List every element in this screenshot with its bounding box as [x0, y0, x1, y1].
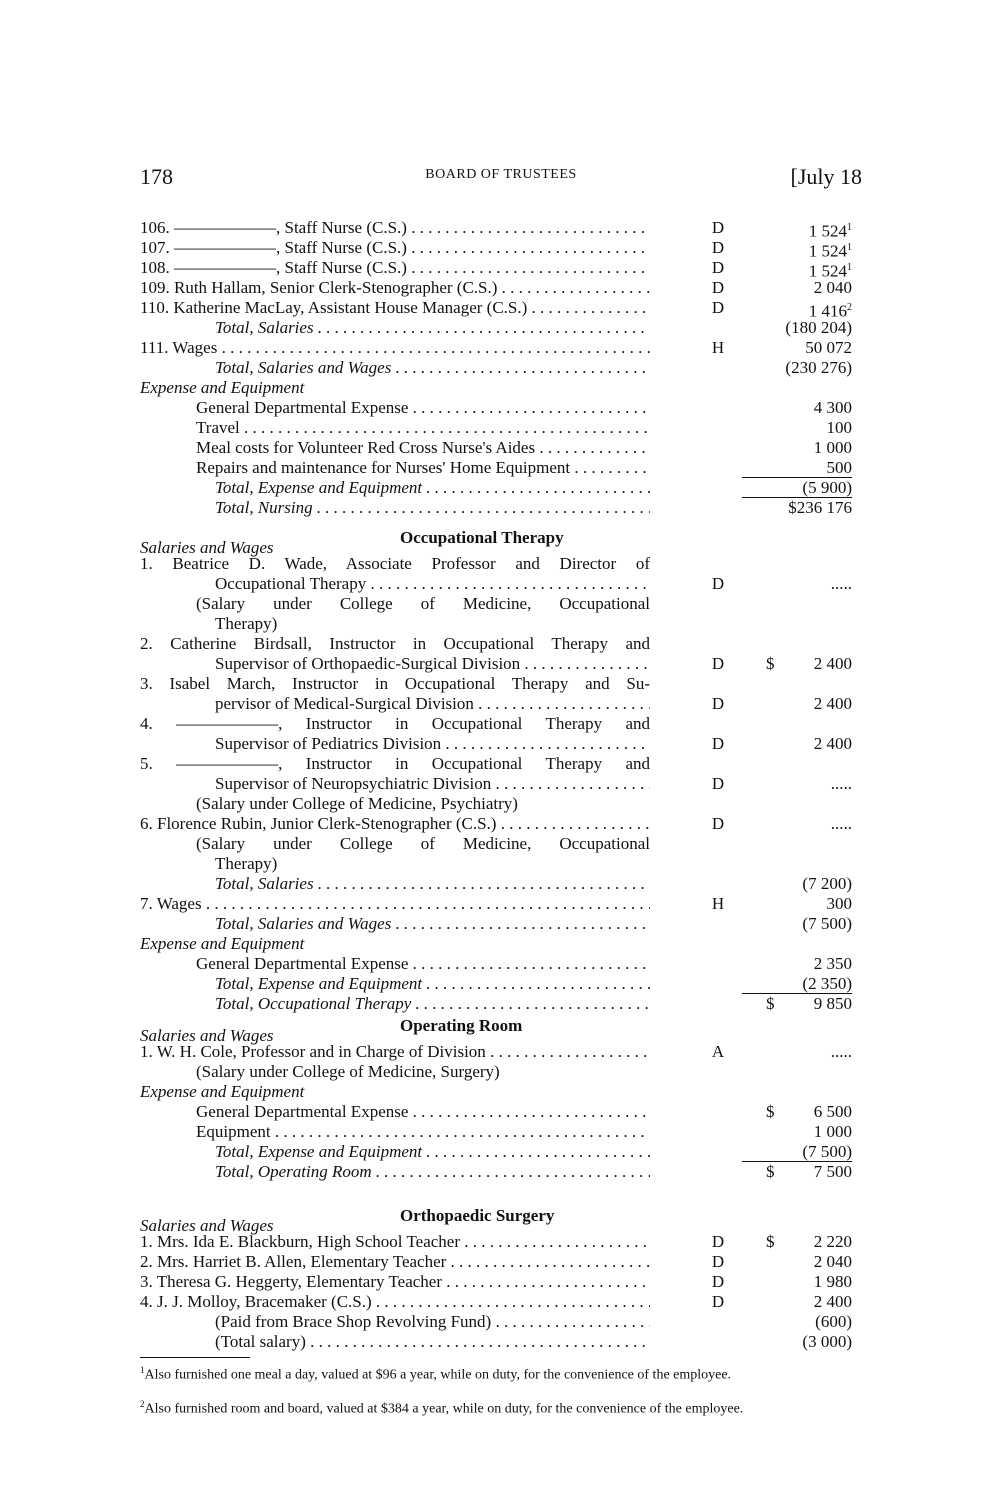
row-label: Total, Expense and Equipment . . . [215, 1142, 650, 1162]
section-heading [140, 1206, 860, 1235]
row-amount: ..... [830, 1042, 852, 1061]
row-label: 6. Florence Rubin, Junior Clerk-Stenographer (C.S.) . . . [140, 814, 650, 834]
row-label: Therapy) [215, 614, 278, 633]
row-label: Total, Salaries . . . [215, 318, 650, 338]
row-class: A [711, 1042, 725, 1061]
total-row [140, 874, 860, 894]
table-row [140, 734, 860, 754]
row-label: pervisor of Medical-Surgical Division . . . [215, 694, 650, 714]
row-amount: 2 220 [813, 1232, 852, 1251]
row-label: Therapy) [215, 854, 278, 873]
row-label: 111. Wages . . . [140, 338, 650, 358]
table-row [140, 1062, 860, 1082]
row-label: 108. ——————, Staff Nurse (C.S.) . . . [140, 258, 650, 278]
section-title: Orthopaedic Surgery [400, 1206, 555, 1225]
footnote-mark: 2 [847, 302, 852, 313]
section-title: Occupational Therapy [400, 528, 564, 547]
row-label: Total, Operating Room . . . [215, 1162, 650, 1182]
section-heading [140, 1016, 860, 1045]
row-amount: 2 400 [813, 654, 852, 673]
row-label: 4. ——————, Instructor in Occupational Therapy and [140, 714, 650, 733]
row-label: 110. Katherine MacLay, Assistant House Manager (C.S.) . . . [140, 298, 650, 318]
row-label: Travel . . . [196, 418, 650, 438]
row-class: D [711, 734, 725, 753]
table-row [140, 398, 860, 418]
row-amount: ..... [830, 574, 852, 593]
row-label: 2. Mrs. Harriet B. Allen, Elementary Teacher . . . [140, 1252, 650, 1272]
table-row [140, 894, 860, 914]
subsection-heading [140, 1082, 860, 1102]
row-label: Occupational Therapy . . . [215, 574, 650, 594]
row-amount: 1 416 [808, 301, 847, 321]
grand-total-row [140, 1162, 860, 1182]
section-title: Operating Room [400, 1016, 523, 1035]
row-amount: 500 [742, 458, 852, 478]
row-class: D [711, 278, 725, 297]
row-class: D [711, 298, 725, 317]
row-label: 4. J. J. Molloy, Bracemaker (C.S.) . . . [140, 1292, 650, 1312]
table-row [140, 438, 860, 458]
row-label: 2. Catherine Birdsall, Instructor in Occupational Therapy and [140, 634, 650, 653]
table-row [140, 458, 860, 478]
salaries-wages-heading: Salaries and Wages [140, 1216, 274, 1235]
row-class: D [711, 218, 725, 237]
table-row [140, 1122, 860, 1142]
table-row [140, 794, 860, 814]
table-row [140, 654, 860, 674]
row-label: Supervisor of Neuropsychiatric Division . . . [215, 774, 650, 794]
row-amount: 50 072 [805, 338, 852, 357]
row-amount: 9 850 [813, 994, 852, 1013]
row-amount: 2 040 [813, 278, 852, 297]
row-amount: 1 524 [808, 221, 847, 241]
table-row [140, 258, 860, 281]
row-amount: 1 524 [808, 261, 847, 281]
row-amount: 1 524 [808, 241, 847, 261]
table-row [140, 1332, 860, 1352]
row-label: Total, Salaries and Wages . . . [215, 358, 650, 378]
row-label: Total, Expense and Equipment . . . [215, 478, 650, 498]
row-amount: 1 980 [813, 1272, 852, 1291]
footnote-mark: 1 [140, 1365, 145, 1375]
footnote-mark: 1 [847, 262, 852, 273]
row-label: General Departmental Expense . . . [196, 398, 650, 418]
grand-total-row [140, 994, 860, 1014]
row-class: D [711, 654, 725, 673]
row-amount: 4 300 [813, 398, 852, 417]
row-amount: $236 176 [788, 498, 852, 517]
row-amount: (3 000) [802, 1332, 852, 1351]
row-amount: (230 276) [785, 358, 852, 377]
row-label: (Paid from Brace Shop Revolving Fund) . . . [215, 1312, 650, 1332]
row-class: D [711, 1252, 725, 1271]
nursing-section [140, 218, 860, 518]
salaries-wages-heading: Salaries and Wages [140, 1026, 274, 1045]
row-label: (Salary under College of Medicine, Surgery) [196, 1062, 500, 1081]
row-label: Total, Nursing . . . [215, 498, 650, 518]
row-amount: (5 900) [742, 478, 852, 498]
row-class: D [711, 774, 725, 793]
row-class: D [711, 694, 725, 713]
table-row [140, 1252, 860, 1272]
operating-room-section [140, 1016, 860, 1182]
footnote-text: Also furnished one meal a day, valued at $96 a year, while on duty, for the convenience of the employee. [144, 1367, 732, 1383]
footnote [140, 1362, 860, 1384]
table-row [140, 238, 860, 261]
section-heading [140, 528, 860, 557]
row-label: General Departmental Expense . . . [196, 954, 650, 974]
total-row [140, 478, 860, 498]
row-label: Total, Salaries . . . [215, 874, 650, 894]
currency-mark: $ [766, 994, 775, 1013]
row-amount: 7 500 [813, 1162, 852, 1181]
row-amount: 2 400 [813, 694, 852, 713]
row-label: (Total salary) . . . [215, 1332, 650, 1352]
footnote-mark: 2 [140, 1399, 145, 1409]
row-label: Total, Occupational Therapy . . . [215, 994, 650, 1014]
row-amount: (2 350) [742, 974, 852, 994]
row-class: H [711, 338, 725, 357]
table-row [140, 1042, 860, 1062]
row-label: General Departmental Expense . . . [196, 1102, 650, 1122]
footnote-text: Also furnished room and board, valued at $384 a year, while on duty, for the convenience of the employee. [144, 1401, 744, 1417]
table-row [140, 574, 860, 594]
row-label: Total, Expense and Equipment . . . [215, 974, 650, 994]
row-class: D [711, 574, 725, 593]
row-class: D [711, 1292, 725, 1311]
table-row [140, 554, 860, 574]
row-class: D [711, 1272, 725, 1291]
row-amount: ..... [830, 814, 852, 833]
footnote-mark: 1 [847, 222, 852, 233]
table-row [140, 298, 860, 321]
table-row [140, 754, 860, 774]
expense-heading: Expense and Equipment [140, 934, 305, 953]
row-class: D [711, 1232, 725, 1251]
row-label: Supervisor of Pediatrics Division . . . [215, 734, 650, 754]
currency-mark: $ [766, 1102, 775, 1121]
table-row [140, 218, 860, 241]
table-row [140, 338, 860, 358]
row-label: 106. ——————, Staff Nurse (C.S.) . . . [140, 218, 650, 238]
footnote [140, 1396, 860, 1418]
row-class: D [711, 238, 725, 257]
table-row [140, 1232, 860, 1252]
table-row [140, 674, 860, 694]
row-label: 1. Beatrice D. Wade, Associate Professor and Director of [140, 554, 650, 573]
page-title: BOARD OF TRUSTEES [425, 167, 577, 182]
row-amount: 2 040 [813, 1252, 852, 1271]
page-number: 178 [140, 164, 173, 189]
total-row [140, 318, 860, 338]
subsection-heading [140, 934, 860, 954]
table-row [140, 594, 860, 614]
row-amount: 300 [826, 894, 852, 913]
row-amount: (7 500) [742, 1142, 852, 1162]
footnote-mark: 1 [847, 242, 852, 253]
row-amount: 2 400 [813, 734, 852, 753]
row-label: (Salary under College of Medicine, Occupational [196, 834, 650, 853]
row-label: Repairs and maintenance for Nurses' Home Equipment . . . [196, 458, 650, 478]
row-label: (Salary under College of Medicine, Psychiatry) [196, 794, 518, 813]
row-label: Supervisor of Orthopaedic-Surgical Division . . . [215, 654, 650, 674]
currency-mark: $ [766, 1162, 775, 1181]
row-label: 1. Mrs. Ida E. Blackburn, High School Teacher . . . [140, 1232, 650, 1252]
total-row [140, 358, 860, 378]
row-label: 3. Theresa G. Heggerty, Elementary Teacher . . . [140, 1272, 650, 1292]
table-row [140, 694, 860, 714]
row-label: Meal costs for Volunteer Red Cross Nurse's Aides . . . [196, 438, 650, 458]
table-row [140, 1292, 860, 1312]
row-amount: (180 204) [785, 318, 852, 337]
row-label: 109. Ruth Hallam, Senior Clerk-Stenographer (C.S.) . . . [140, 278, 650, 298]
row-label: (Salary under College of Medicine, Occupational [196, 594, 650, 613]
total-row [140, 914, 860, 934]
footnote-rule [140, 1357, 250, 1358]
table-row [140, 1312, 860, 1332]
table-row [140, 1272, 860, 1292]
table-row [140, 774, 860, 794]
currency-mark: $ [766, 654, 775, 673]
row-label: 3. Isabel March, Instructor in Occupational Therapy and Su- [140, 674, 650, 693]
total-row [140, 974, 860, 994]
table-row [140, 634, 860, 654]
orthopaedic-surgery-section [140, 1206, 860, 1352]
running-header [140, 164, 862, 192]
row-amount: 2 400 [813, 1292, 852, 1311]
grand-total-row [140, 498, 860, 518]
row-label: 5. ——————, Instructor in Occupational Therapy and [140, 754, 650, 773]
row-amount: (7 200) [802, 874, 852, 893]
row-amount: (600) [815, 1312, 852, 1331]
row-label: 1. W. H. Cole, Professor and in Charge of Division . . . [140, 1042, 650, 1062]
row-class: D [711, 814, 725, 833]
row-amount: 2 350 [813, 954, 852, 973]
row-label: Total, Salaries and Wages . . . [215, 914, 650, 934]
currency-mark: $ [766, 1232, 775, 1251]
expense-heading: Expense and Equipment [140, 378, 305, 397]
table-row [140, 834, 860, 854]
table-row [140, 418, 860, 438]
row-label: Equipment . . . [196, 1122, 650, 1142]
row-label: 7. Wages . . . [140, 894, 650, 914]
row-amount: 1 000 [813, 438, 852, 457]
table-row [140, 614, 860, 634]
row-amount: 6 500 [813, 1102, 852, 1121]
total-row [140, 1142, 860, 1162]
row-amount: ..... [830, 774, 852, 793]
row-amount: 100 [826, 418, 852, 437]
table-row [140, 954, 860, 974]
table-row [140, 278, 860, 298]
row-amount: 1 000 [813, 1122, 852, 1141]
table-row [140, 854, 860, 874]
row-amount: (7 500) [802, 914, 852, 933]
table-row [140, 714, 860, 734]
header-date: [July 18 [790, 164, 862, 189]
row-class: H [711, 894, 725, 913]
salaries-wages-heading: Salaries and Wages [140, 538, 274, 557]
row-class: D [711, 258, 725, 277]
subsection-heading [140, 378, 860, 398]
expense-heading: Expense and Equipment [140, 1082, 305, 1101]
table-row [140, 814, 860, 834]
row-label: 107. ——————, Staff Nurse (C.S.) . . . [140, 238, 650, 258]
occupational-therapy-section [140, 528, 860, 1014]
table-row [140, 1102, 860, 1122]
